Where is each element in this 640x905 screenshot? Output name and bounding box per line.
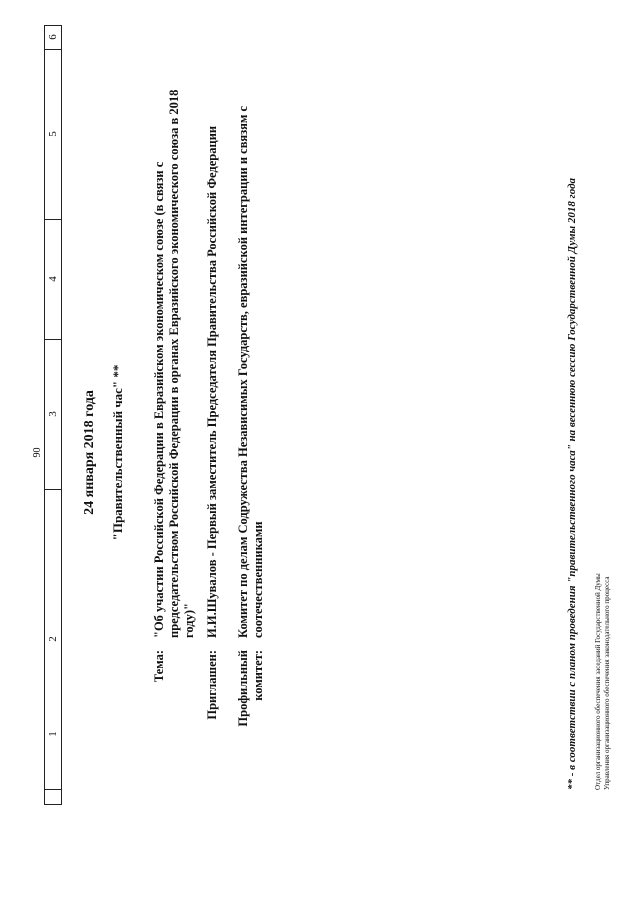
column-cell [45, 25, 61, 50]
column-number: 2 [47, 636, 59, 642]
column-number-strip [44, 25, 62, 805]
column-cell [45, 49, 61, 220]
column-cell-narrow [45, 789, 61, 804]
department-line-1: Отдел организационного обеспечения заседаний Государственной Думы [594, 573, 602, 790]
column-number: 4 [47, 276, 59, 282]
topic-label: Тема: [152, 650, 166, 683]
column-number: 1 [47, 731, 59, 737]
committee-value: Комитет по делам Содружества Независимых Государств, евразийской интеграции и связям с соотечественниками [236, 105, 265, 638]
department-credit [594, 190, 612, 790]
section-heading: "Правительственный час" ** [110, 364, 125, 541]
column-cell [45, 489, 61, 790]
topic-value: "Об участии Российской Федерации в Евразийском экономическом союзе (в связи с председательством Российской Федерации в органах Евразийского экономического союза в 2018 году)" [152, 89, 196, 638]
column-number: 3 [47, 411, 59, 417]
department-line-2: Управления организационного обеспечения законодательного процесса [603, 576, 611, 790]
column-number: 5 [47, 131, 59, 137]
committee-label: Профильный комитет: [236, 650, 265, 727]
session-date: 24 января 2018 года [82, 390, 97, 515]
column-cell [45, 219, 61, 340]
invited-label: Приглашен: [205, 650, 219, 720]
column-cell [45, 339, 61, 490]
invited-value: И.И.Шувалов - Первый заместитель Председателя Правительства Российской Федерации [205, 125, 219, 638]
column-number: 6 [47, 34, 59, 40]
page-number: 90 [32, 447, 43, 458]
footnote: ** - в соответствии с планом проведения "правительственного часа" на весеннюю сессию Государственной Думы 2018 года [566, 177, 578, 790]
